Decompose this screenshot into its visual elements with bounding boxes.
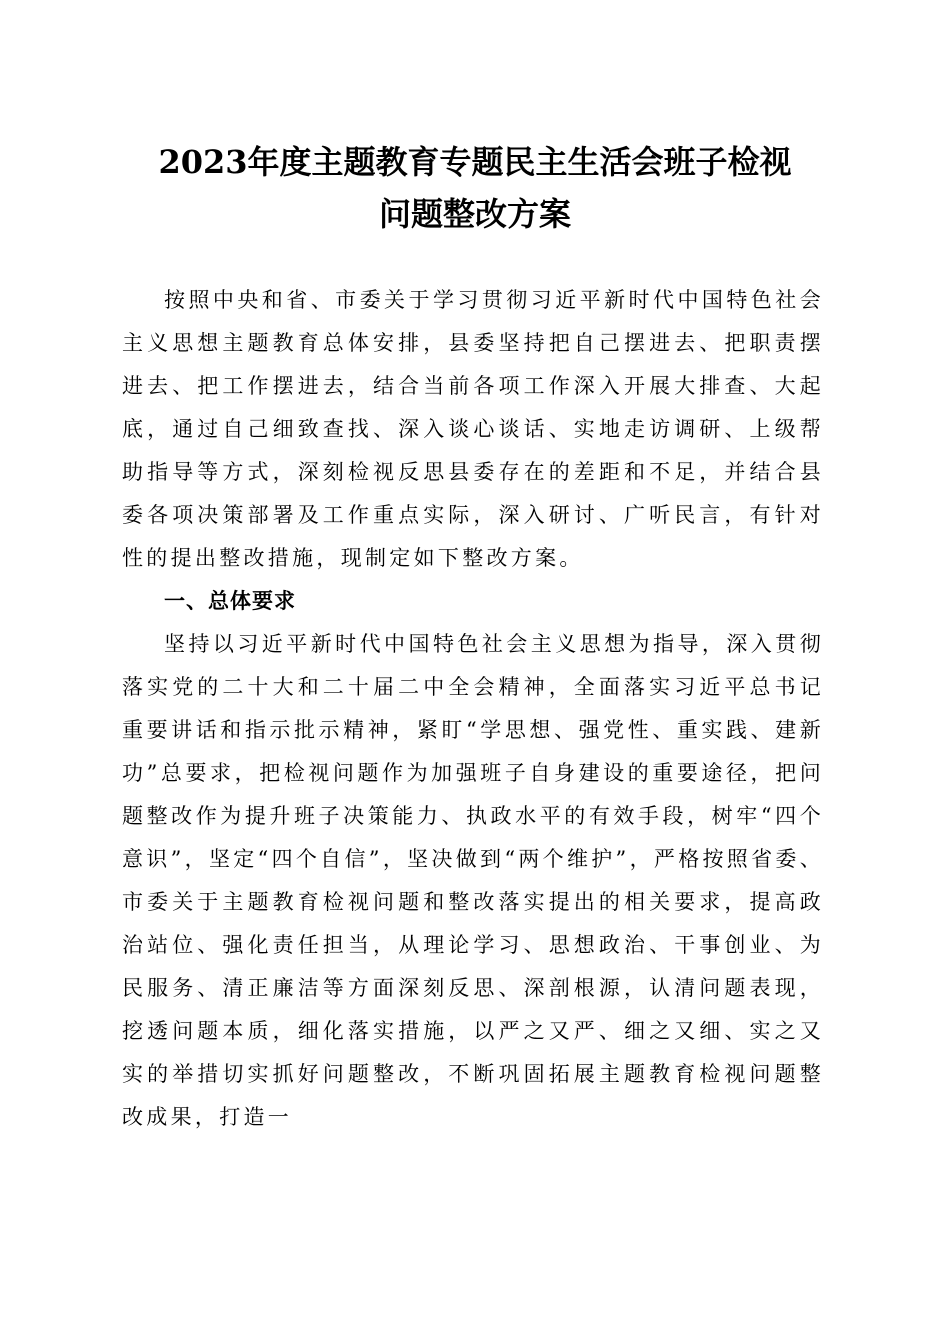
section-heading-overall-requirements: 一、总体要求 [164, 589, 296, 613]
intro-paragraph: 按照中央和省、市委关于学习贯彻习近平新时代中国特色社会主义思想主题教育总体安排，县委坚持把自己摆进去、把职责摆进去、把工作摆进去，结合当前各项工作深入开展大排查、大起底，通过自己细致查找、深入谈心谈话、实地走访调研、上级帮助指导等方式，深刻检视反思县委存在的差距和不足，并结合县委各项决策部署及工作重点实际，深入研讨、广听民言，有针对性的提出整改措施，现制定如下整改方案。 [122, 288, 824, 570]
document-body [122, 279, 824, 1139]
title-line-1: 2023年度主题教育专题民主生活会班子检视 [158, 143, 792, 181]
document-title [120, 136, 830, 240]
section-paragraph-overall-requirements: 坚持以习近平新时代中国特色社会主义思想为指导，深入贯彻落实党的二十大和二十届二中全会精神，全面落实习近平总书记重要讲话和指示批示精神，紧盯“学思想、强党性、重实践、建新功”总要求，把检视问题作为加强班子自身建设的重要途径，把问题整改作为提升班子决策能力、执政水平的有效手段，树牢“四个意识”，坚定“四个自信”，坚决做到“两个维护”，严格按照省委、市委关于主题教育检视问题和整改落实提出的相关要求，提高政治站位、强化责任担当，从理论学习、思想政治、干事创业、为民服务、清正廉洁等方面深刻反思、深剖根源，认清问题表现，挖透问题本质，细化落实措施，以严之又严、细之又细、实之又实的举措切实抓好问题整改，不断巩固拓展主题教育检视问题整改成果，打造一 [122, 632, 824, 1129]
title-line-2: 问题整改方案 [378, 195, 571, 233]
